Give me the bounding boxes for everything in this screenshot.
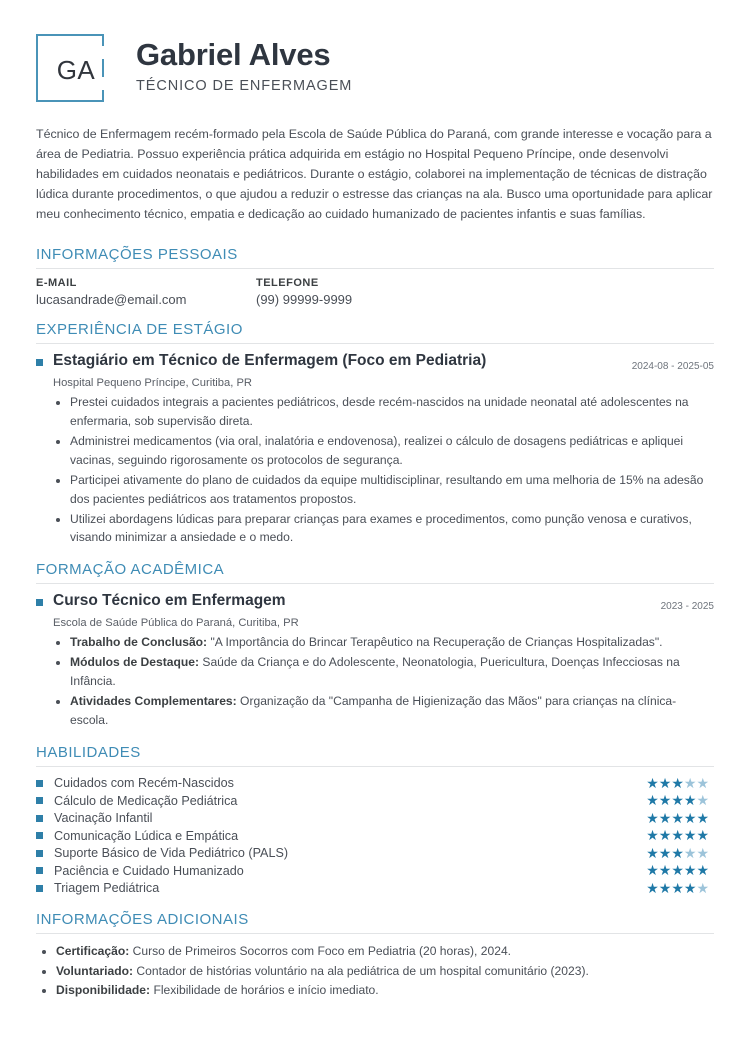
star-filled-icon: ★ — [658, 879, 672, 896]
square-bullet-icon — [36, 815, 43, 822]
star-filled-icon: ★ — [658, 774, 672, 791]
skill-rating — [646, 810, 709, 828]
bullet-text: Organização da "Campanha de Higienização das Mãos" para crianças na clínica-escola. — [70, 693, 677, 727]
education-course-title: Curso Técnico em Enfermagem — [53, 592, 286, 610]
star-filled-icon: ★ — [683, 862, 697, 879]
skill-label: Triagem Pediátrica — [54, 881, 160, 896]
candidate-name: Gabriel Alves — [136, 37, 331, 72]
experience-job-title: Estagiário em Técnico de Enfermagem (Foco em Pediatria) — [53, 352, 487, 370]
star-filled-icon: ★ — [671, 792, 684, 809]
star-filled-icon: ★ — [646, 809, 659, 826]
square-marker-icon — [36, 359, 43, 366]
bullet-text: Curso de Primeiros Socorros com Foco em Pediatria (20 horas), 2024. — [129, 944, 512, 959]
star-filled-icon: ★ — [658, 809, 672, 826]
list-item — [70, 653, 714, 691]
personal-info-grid — [36, 277, 714, 307]
info-value-email[interactable]: lucasandrade@email.com — [36, 292, 187, 308]
skill-rating — [646, 862, 709, 880]
star-filled-icon: ★ — [696, 862, 709, 879]
bullet-text: Prestei cuidados integrais a pacientes pediátricos, desde recém-nascidos na unidade neonatal até adolescentes na enfermaria, sob supervisão direta. — [70, 395, 689, 429]
section-title-additional-info: INFORMAÇÕES ADICIONAIS — [36, 911, 714, 934]
star-filled-icon: ★ — [671, 844, 684, 861]
section-title-personal-info: INFORMAÇÕES PESSOAIS — [36, 246, 714, 269]
initials-logo — [36, 34, 104, 102]
section-additional-info — [36, 911, 714, 1001]
star-filled-icon: ★ — [683, 792, 697, 809]
star-filled-icon: ★ — [671, 879, 684, 896]
skill-rating — [646, 775, 709, 793]
bullet-text: Administrei medicamentos (via oral, inalatória e endovenosa), realizei o cálculo de dosagens pediátricas e apliquei vacinas, seguindo rigorosamente os protocolos de segurança. — [70, 434, 684, 468]
experience-bullet-list — [36, 393, 714, 547]
info-label-phone: TELEFONE — [256, 277, 319, 290]
skill-label: Comunicação Lúdica e Empática — [54, 828, 239, 843]
list-item — [70, 432, 714, 470]
skill-rating — [646, 880, 709, 898]
list-item — [70, 692, 714, 730]
star-filled-icon: ★ — [683, 879, 697, 896]
star-filled-icon: ★ — [683, 809, 697, 826]
square-bullet-icon — [36, 850, 43, 857]
star-filled-icon: ★ — [646, 862, 659, 879]
bullet-text: Flexibilidade de horários e início imediato. — [150, 983, 379, 998]
section-education — [36, 561, 714, 729]
star-filled-icon: ★ — [696, 809, 709, 826]
skill-label: Cálculo de Medicação Pediátrica — [54, 793, 238, 808]
star-filled-icon: ★ — [646, 827, 659, 844]
star-filled-icon: ★ — [671, 774, 684, 791]
bullet-text: Saúde da Criança e do Adolescente, Neonatologia, Puericultura, Doenças Infecciosas na Infância. — [70, 655, 680, 689]
additional-info-list — [36, 942, 714, 1001]
skill-item — [36, 810, 646, 828]
star-filled-icon: ★ — [646, 792, 659, 809]
section-title-education: FORMAÇÃO ACADÊMICA — [36, 561, 714, 584]
bullet-bold-label: Módulos de Destaque: — [70, 655, 200, 670]
bullet-bold-label: Voluntariado: — [56, 963, 134, 978]
list-item — [56, 981, 714, 1001]
education-dates: 2023 - 2025 — [660, 601, 714, 613]
square-bullet-icon — [36, 885, 43, 892]
list-item — [70, 471, 714, 509]
section-title-experience: EXPERIÊNCIA DE ESTÁGIO — [36, 321, 714, 344]
square-bullet-icon — [36, 867, 43, 874]
skill-item — [36, 880, 646, 898]
square-bullet-icon — [36, 780, 43, 787]
skill-item — [36, 792, 646, 810]
info-value-phone[interactable]: (99) 99999-9999 — [256, 292, 353, 308]
star-filled-icon: ★ — [646, 774, 659, 791]
resume-header — [36, 34, 714, 102]
star-empty-icon: ★ — [696, 792, 709, 809]
star-filled-icon: ★ — [671, 809, 684, 826]
candidate-job-title: TÉCNICO DE ENFERMAGEM — [136, 78, 353, 95]
info-field-phone — [256, 277, 476, 307]
skill-label: Cuidados com Recém-Nascidos — [54, 776, 234, 791]
list-item — [56, 962, 714, 982]
star-filled-icon: ★ — [646, 879, 659, 896]
section-title-skills: HABILIDADES — [36, 744, 714, 767]
star-empty-icon: ★ — [683, 844, 697, 861]
list-item — [70, 633, 714, 652]
experience-entry-head — [36, 352, 714, 372]
square-bullet-icon — [36, 797, 43, 804]
section-experience — [36, 321, 714, 547]
skill-label: Paciência e Cuidado Humanizado — [54, 863, 244, 878]
skill-rating — [646, 792, 709, 810]
bullet-text: Participei ativamente do plano de cuidados da equipe multidisciplinar, resultando em uma melhoria de 15% na adesão dos pacientes pediátricos aos tratamentos propostos. — [70, 472, 704, 506]
bullet-bold-label: Certificação: — [56, 944, 130, 959]
experience-entry — [36, 352, 714, 547]
bullet-text: "A Importância do Brincar Terapêutico na Recuperação de Crianças Hospitalizadas". — [207, 635, 663, 650]
education-institution: Escola de Saúde Pública do Paraná, Curitiba, PR — [53, 617, 299, 630]
education-entry-head — [36, 592, 714, 612]
star-filled-icon: ★ — [696, 827, 709, 844]
info-field-email — [36, 277, 256, 307]
star-filled-icon: ★ — [683, 827, 697, 844]
skills-wrapper — [36, 775, 714, 898]
list-item — [70, 510, 714, 548]
education-entry — [36, 592, 714, 729]
skill-item — [36, 775, 646, 793]
star-empty-icon: ★ — [696, 879, 709, 896]
skills-list — [36, 775, 646, 898]
star-filled-icon: ★ — [671, 827, 684, 844]
experience-dates: 2024-08 - 2025-05 — [631, 361, 714, 373]
square-bullet-icon — [36, 832, 43, 839]
square-marker-icon — [36, 599, 43, 606]
skill-label: Suporte Básico de Vida Pediátrico (PALS) — [54, 846, 289, 861]
professional-summary: Técnico de Enfermagem recém-formado pela Escola de Saúde Pública do Paraná, com grande interesse e vocação para a área de Pediatria. Possuo experiência prática adquirida em estágio no Hospital Pequeno Príncipe, onde desenvolvi habilidades em cuidados neonatais e pediátricos. Durante o estágio, colaborei na implementação de técnicas de distração lúdica durante procedimentos, o que ajudou a reduzir o estresse das crianças na ala. Busco uma oportunidade para aplicar meu conhecimento técnico, empatia e dedicação ao cuidado humanizado de pacientes infantis e suas famílias. — [36, 127, 713, 222]
skill-label: Vacinação Infantil — [54, 811, 153, 826]
star-filled-icon: ★ — [658, 827, 672, 844]
star-filled-icon: ★ — [658, 792, 672, 809]
skill-ratings-column — [646, 775, 714, 898]
list-item — [56, 942, 714, 962]
section-personal-info — [36, 246, 714, 307]
bullet-text: Contador de histórias voluntário na ala pediátrica de um hospital comunitário (2023). — [133, 963, 589, 978]
identity-block — [136, 34, 352, 94]
initials-text: GA — [56, 54, 96, 85]
bullet-text: Utilizei abordagens lúdicas para preparar crianças para exames e procedimentos, como punção venosa e curativos, visando minimizar a ansiedade e o medo. — [70, 511, 692, 545]
star-empty-icon: ★ — [696, 774, 709, 791]
skill-rating — [646, 845, 709, 863]
bullet-bold-label: Disponibilidade: — [56, 983, 151, 998]
skill-item — [36, 827, 646, 845]
skill-item — [36, 862, 646, 880]
star-filled-icon: ★ — [658, 844, 672, 861]
star-empty-icon: ★ — [696, 844, 709, 861]
education-bullet-list — [36, 633, 714, 729]
star-empty-icon: ★ — [683, 774, 697, 791]
star-filled-icon: ★ — [646, 844, 659, 861]
skill-item — [36, 845, 646, 863]
bullet-bold-label: Trabalho de Conclusão: — [70, 635, 208, 650]
list-item — [70, 393, 714, 431]
skill-rating — [646, 827, 709, 845]
section-skills — [36, 744, 714, 898]
experience-organization: Hospital Pequeno Príncipe, Curitiba, PR — [53, 377, 252, 390]
star-filled-icon: ★ — [671, 862, 684, 879]
bullet-bold-label: Atividades Complementares: — [70, 693, 237, 708]
info-label-email: E-MAIL — [36, 277, 77, 290]
star-filled-icon: ★ — [658, 862, 672, 879]
